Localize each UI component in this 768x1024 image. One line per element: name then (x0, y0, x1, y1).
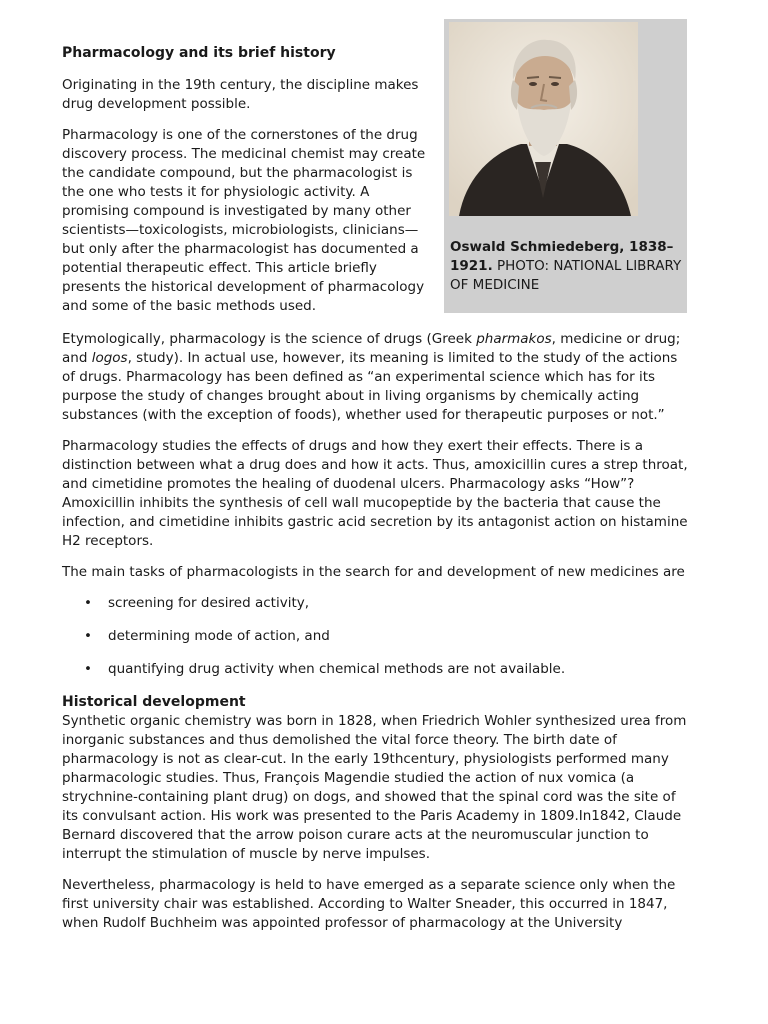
body-paragraph (62, 330, 688, 425)
text-span: , medicine or drug; and (62, 331, 681, 366)
article-body (62, 330, 688, 945)
figure-box (444, 19, 687, 313)
bullet-icon: • (84, 628, 92, 644)
body-paragraph: Pharmacology studies the effects of drugs and how they exert their effects. There is a distinction between what a drug does and how it acts. Thus, amoxicillin cures a strep throat, and cimetidine promotes the healing of duodenal ulcers. Pharmacology asks “How”? Amoxicillin inhibits the synthesis of cell wall mucopeptide by the bacteria that cause the infection, and cimetidine inhibits gastric acid secretion by its antagonist action on histamine H2 receptors. (62, 438, 688, 549)
list-item-text: screening for desired activity, (108, 595, 310, 611)
figure-caption (450, 238, 682, 295)
body-paragraph: The main tasks of pharmacologists in the search for and development of new medicines are (62, 564, 685, 580)
greek-term: logos (91, 350, 128, 366)
article-title: Pharmacology and its brief history (62, 45, 336, 61)
bullet-icon: • (84, 595, 92, 611)
body-paragraph: Synthetic organic chemistry was born in 1828, when Friedrich Wohler synthesized urea from inorganic substances and thus demolished the vital force theory. The birth date of pharmacology is not as clear-cut. In the early 19thcentury, physiologists performed many pharmacologic studies. Thus, François Magendie studied the action of nux vomica (a strychnine-containing plant drug) on dogs, and showed that the spinal cord was the site of its convulsant action. His work was presented to the Paris Academy in 1809.In1842, Claude Bernard discovered that the arrow poison curare acts at the neuromuscular junction to interrupt the stimulation of muscle by nerve impulses. (62, 713, 687, 862)
section-heading: Historical development (62, 694, 246, 710)
list-item (62, 660, 688, 679)
intro-paragraph: Pharmacology is one of the cornerstones of the drug discovery process. The medicinal chemist may create the candidate compound, but the pharmacologist is the one who tests it for physiologic activity. A promising compound is investigated by many other scientists—toxicologists, microbiologists, clinicians—but only after the pharmacologist has documented a potential therapeutic effect. This article briefly presents the historical development of pharmacology and some of the basic methods used. (62, 127, 426, 314)
body-paragraph: Nevertheless, pharmacology is held to have emerged as a separate science only when the first university chair was established. According to Walter Sneader, this occurred in 1847, when Rudolf Buchheim was appointed professor of pharmacology at the University (62, 877, 676, 931)
list-item (62, 594, 688, 613)
greek-term: pharmakos (476, 331, 552, 347)
historical-section (62, 693, 688, 933)
list-item-text: determining mode of action, and (108, 628, 330, 644)
portrait-photo (449, 22, 638, 216)
list-item (62, 627, 688, 646)
text-span: Etymologically, pharmacology is the science of drugs (Greek (62, 331, 477, 347)
list-item-text: quantifying drug activity when chemical methods are not available. (108, 661, 566, 677)
caption-credit: PHOTO: NATIONAL LIBRARY OF MEDICINE (450, 258, 682, 293)
intro-section (62, 76, 436, 328)
text-span: , study). In actual use, however, its meaning is limited to the study of the actions of drugs. Pharmacology has been defined as “an experimental science which has for its purpose the study of changes brought about in living organisms by chemically acting substances (with the exception of foods), whether used for therapeutic purposes or not.” (62, 350, 678, 423)
intro-paragraph: Originating in the 19th century, the discipline makes drug development possible. (62, 77, 419, 112)
portrait-image (449, 22, 638, 216)
task-list (62, 594, 688, 679)
caption-name: Oswald Schmiedeberg, 1838–1921. (450, 239, 674, 274)
bullet-icon: • (84, 661, 92, 677)
